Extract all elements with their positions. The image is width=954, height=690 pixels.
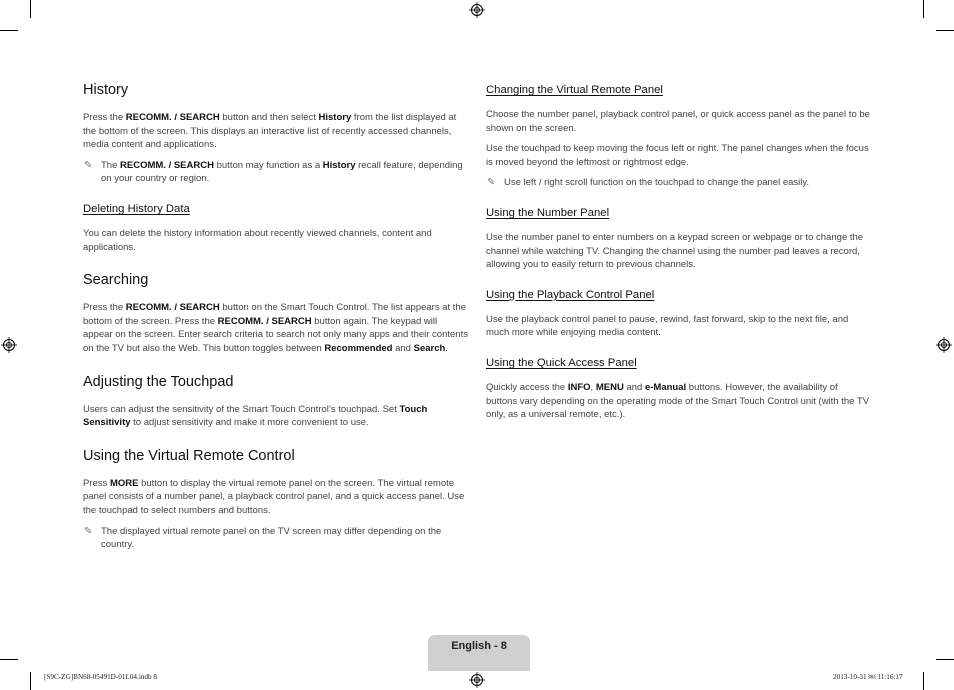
registration-mark-icon	[936, 337, 952, 353]
virtual-remote-note: ✎ The displayed virtual remote panel on the TV screen may differ depending on the country.	[84, 525, 442, 551]
right-column	[486, 83, 870, 429]
changing-note: ✎ Use left / right scroll function on the touchpad to change the panel easily.	[487, 177, 810, 189]
page-number-tab: English - 8	[428, 635, 530, 671]
crop-mark	[936, 659, 954, 660]
crop-mark	[923, 672, 924, 690]
crop-mark	[923, 0, 924, 18]
deleting-paragraph: You can delete the history information about recently viewed channels, content and applications.	[83, 227, 432, 253]
searching-paragraph: Press the RECOMM. / SEARCH button on the Smart Touch Control. The list appears at the bottom of the screen. Press the RECOMM. / SEARCH button again. The keypad will appear on the screen. Enter search criteria to search not only many apps and their contents on the TV but also the Web. This button toggles between Recommended and Search.	[83, 302, 468, 354]
history-note: ✎ The RECOMM. / SEARCH button may function as a History recall feature, depending on your country or region.	[84, 159, 463, 185]
section-number-panel	[486, 206, 870, 272]
section-history	[83, 80, 469, 186]
section-searching	[83, 270, 469, 355]
crop-mark	[0, 30, 18, 31]
registration-mark-icon	[1, 337, 17, 353]
left-column	[83, 80, 469, 559]
pencil-note-icon: ✎	[84, 525, 93, 537]
registration-mark-icon	[469, 2, 485, 18]
pencil-note-icon: ✎	[487, 177, 496, 189]
virtual-remote-paragraph: Press MORE button to display the virtual remote panel on the screen. The virtual remote panel consists of a number panel, a playback control panel, and a quick access panel. Use the touchpad to select numbers and buttons.	[83, 477, 465, 516]
registration-mark-icon	[469, 672, 485, 688]
heading-quick-access-panel: Using the Quick Access Panel	[486, 356, 637, 369]
pencil-note-icon: ✎	[84, 159, 93, 171]
section-playback-panel	[486, 288, 870, 340]
heading-playback-panel: Using the Playback Control Panel	[486, 288, 655, 301]
crop-mark	[0, 659, 18, 660]
playback-paragraph: Use the playback control panel to pause, rewind, fast forward, skip to the next file, and much more while enjoying media content.	[486, 313, 849, 339]
changing-paragraph-2: Use the touchpad to keep moving the focus left or right. The panel changes when the focus is moved beyond the leftmost or rightmost edge.	[486, 143, 869, 168]
section-quick-access-panel	[486, 356, 870, 422]
heading-deleting-history: Deleting History Data	[83, 202, 190, 215]
print-timestamp: 2013-10-31 ￼ 11:16:17	[833, 673, 903, 681]
quick-access-paragraph: Quickly access the INFO, MENU and e-Manual buttons. However, the availability of buttons vary depending on the operating mode of the Smart Touch Control unit (with the TV only, as a universal remote, etc.).	[486, 381, 870, 421]
heading-adjusting-touchpad: Adjusting the Touchpad	[83, 373, 234, 390]
section-virtual-remote	[83, 446, 469, 552]
changing-paragraph-1: Choose the number panel, playback control panel, or quick access panel as the panel to be shown on the screen.	[486, 109, 870, 134]
heading-number-panel: Using the Number Panel	[486, 206, 610, 219]
touchpad-paragraph: Users can adjust the sensitivity of the Smart Touch Control’s touchpad. Set Touch Sensitivity to adjust sensitivity and make it more convenient to use.	[83, 403, 428, 429]
file-info: [S9C-ZG]BN68-05491D-01L04.indb 8	[44, 673, 157, 681]
crop-mark	[936, 30, 954, 31]
history-paragraph: Press the RECOMM. / SEARCH button and then select History from the list displayed at the bottom of the screen. This displays an interactive list of recently accessed channels, media content and applications.	[83, 112, 457, 151]
section-adjusting-touchpad	[83, 372, 469, 430]
heading-changing-panel: Changing the Virtual Remote Panel	[486, 84, 663, 96]
heading-history: History	[83, 82, 129, 98]
heading-searching: Searching	[83, 272, 149, 289]
heading-virtual-remote: Using the Virtual Remote Control	[83, 447, 295, 464]
crop-mark	[30, 672, 31, 690]
section-changing-panel	[486, 83, 870, 190]
section-deleting-history	[83, 202, 469, 254]
number-paragraph: Use the number panel to enter numbers on a keypad screen or webpage or to change the channel while watching TV. Changing the channel using the number pad leaves a record, allowing you to easily return to previous channels.	[486, 231, 864, 271]
crop-mark	[30, 0, 31, 18]
